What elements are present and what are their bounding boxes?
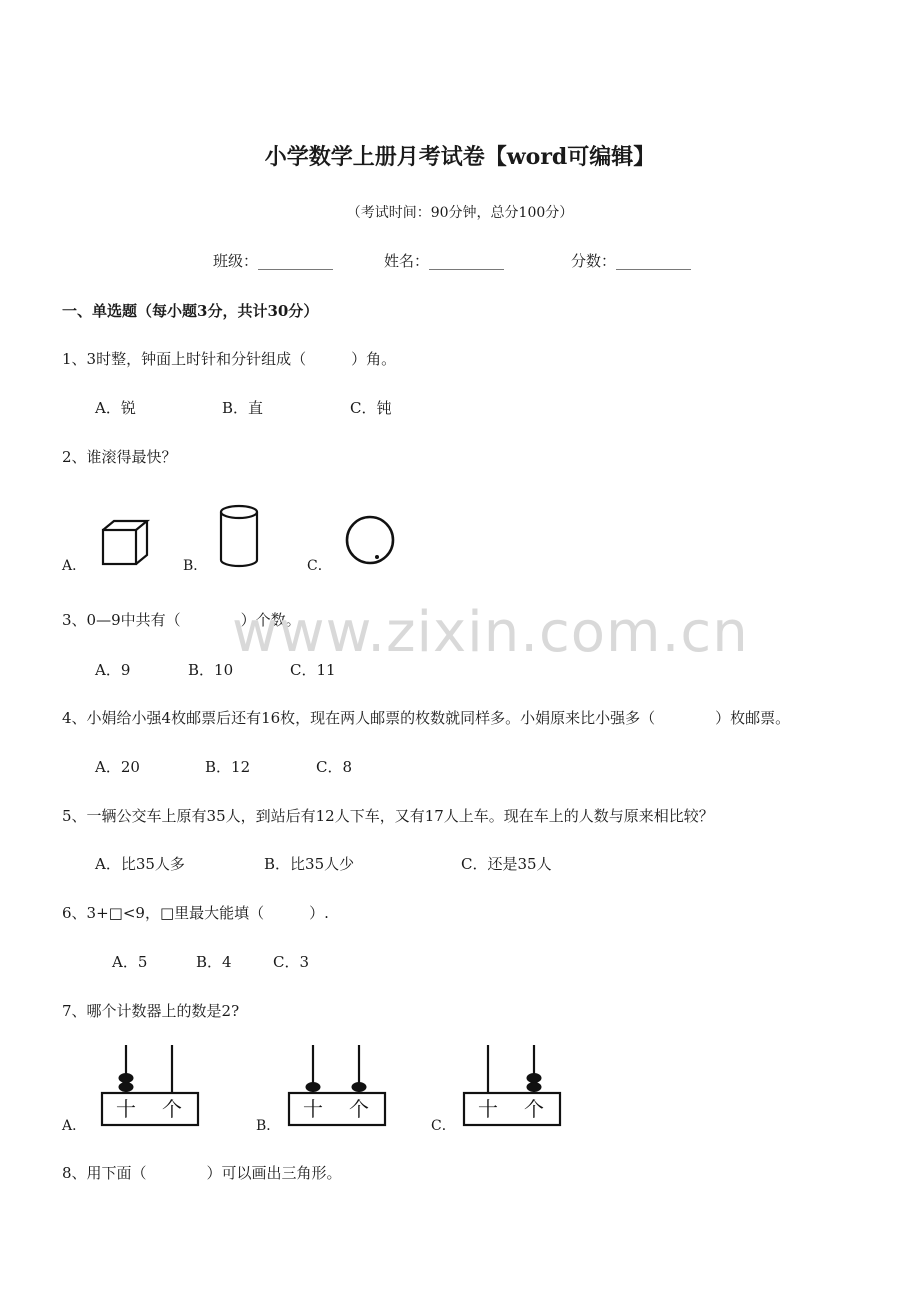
q4-option-b[interactable]: B．12 (205, 758, 251, 776)
q6-option-c[interactable]: C．3 (273, 953, 310, 971)
abacus-bead (119, 1073, 134, 1083)
q3-option-b[interactable]: B．10 (188, 661, 234, 679)
question-8: 8、用下面（ ）可以画出三角形。 (62, 1164, 342, 1182)
q5-option-a[interactable]: A．比35人多 (95, 855, 185, 873)
question-6: 6、3+□<9，□里最大能填（ ）. (62, 904, 329, 922)
q7-option-b[interactable]: B． (256, 1118, 281, 1134)
question-1: 1、3时整，钟面上时针和分针组成（ ）角。 (62, 350, 397, 368)
q2-option-c[interactable]: C． (307, 558, 332, 574)
question-4: 4、小娟给小强4枚邮票后还有16枚，现在两人邮票的枚数就同样多。小娟原来比小强多（ ）枚邮票。 (62, 709, 791, 727)
abacus-bead (352, 1082, 367, 1092)
abacus-b (287, 1040, 387, 1128)
abacus-bead (119, 1082, 134, 1092)
ones-place-label: 个 (524, 1097, 544, 1121)
tens-place-label: 十 (478, 1097, 498, 1121)
ones-place-label: 个 (162, 1097, 182, 1121)
watermark: www.zixin.com.cn (232, 600, 749, 665)
sphere-icon (343, 513, 399, 569)
score-field[interactable]: 分数：__________ (571, 252, 692, 270)
abacus-c (462, 1040, 562, 1128)
class-field[interactable]: 班级：__________ (213, 252, 334, 270)
q5-option-b[interactable]: B．比35人少 (264, 855, 355, 873)
cube-icon (100, 518, 152, 568)
question-5: 5、一辆公交车上原有35人，到站后有12人下车，又有17人上车。现在车上的人数与原来相比较？ (62, 807, 714, 825)
abacus-a (100, 1040, 200, 1128)
exam-info: （考试时间：90分钟，总分100分） (346, 205, 574, 221)
question-2: 2、谁滚得最快？ (62, 448, 177, 466)
q3-option-c[interactable]: C．11 (290, 661, 336, 679)
ones-place-label: 个 (349, 1097, 369, 1121)
question-3: 3、0—9中共有（ ）个数。 (62, 611, 301, 629)
q7-option-a[interactable]: A． (62, 1118, 87, 1134)
q5-option-c[interactable]: C．还是35人 (461, 855, 552, 873)
q3-option-a[interactable]: A．9 (95, 661, 131, 679)
tens-place-label: 十 (303, 1097, 323, 1121)
question-7: 7、哪个计数器上的数是2? (62, 1002, 240, 1020)
abacus-bead (527, 1082, 542, 1092)
q6-option-b[interactable]: B．4 (196, 953, 232, 971)
section-title: 一、单选题（每小题3分，共计30分） (62, 302, 319, 320)
page-title: 小学数学上册月考试卷【word可编辑】 (264, 144, 656, 170)
tens-place-label: 十 (116, 1097, 136, 1121)
name-field[interactable]: 姓名：__________ (384, 252, 505, 270)
abacus-bead (306, 1082, 321, 1092)
q1-option-c[interactable]: C．钝 (350, 399, 392, 417)
q7-option-c[interactable]: C． (431, 1118, 456, 1134)
cylinder-icon (218, 503, 262, 569)
abacus-bead (527, 1073, 542, 1083)
q4-option-a[interactable]: A．20 (95, 758, 140, 776)
q4-option-c[interactable]: C．8 (316, 758, 353, 776)
q2-option-b[interactable]: B． (183, 558, 208, 574)
q6-option-a[interactable]: A．5 (112, 953, 148, 971)
q2-option-a[interactable]: A． (62, 558, 87, 574)
q1-option-a[interactable]: A．锐 (95, 399, 136, 417)
q1-option-b[interactable]: B．直 (222, 399, 264, 417)
